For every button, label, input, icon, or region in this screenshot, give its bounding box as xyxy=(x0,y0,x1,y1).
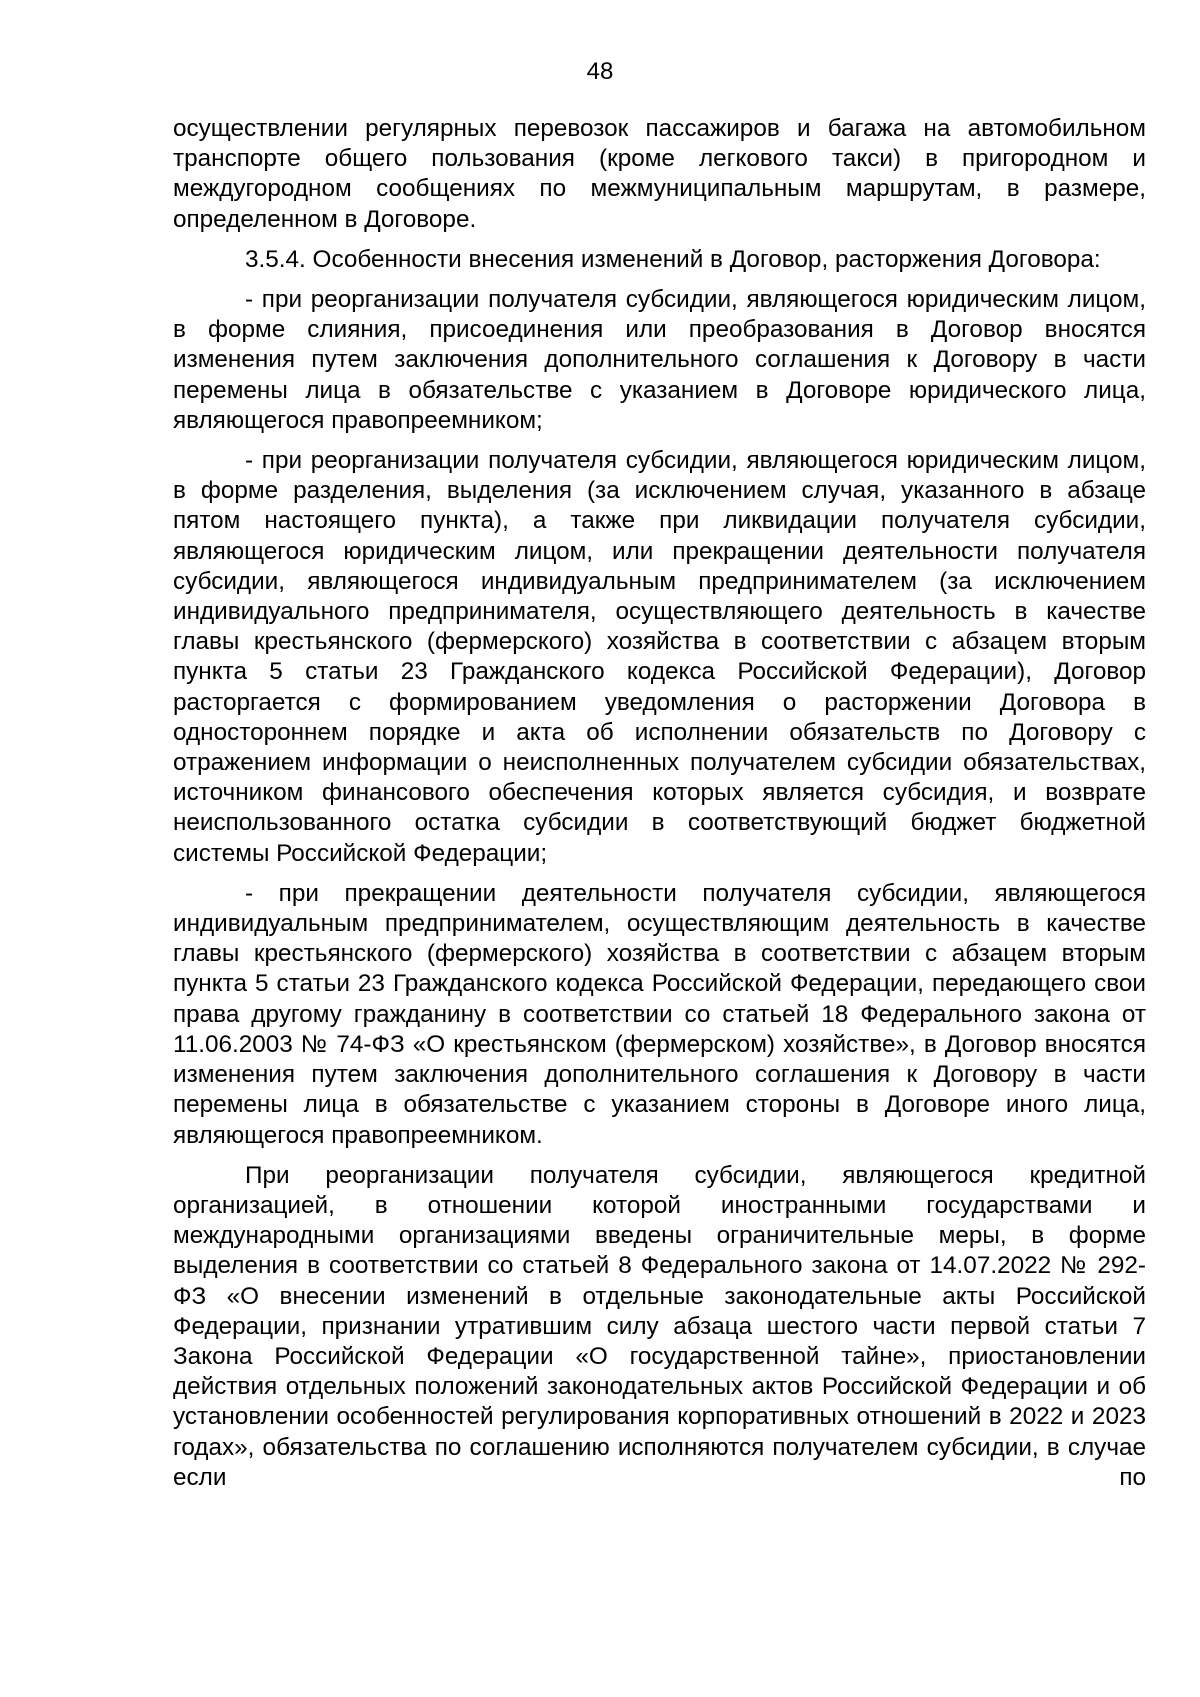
paragraph-farm-termination: - при прекращении деятельности получателя субсидии, являющегося индивидуальным предпринимателем, осуществляющим деятельность в качестве главы крестьянского (фермерского) хозяйства в соответствии с абзацем вторым пункта 5 статьи 23 Гражданского кодекса Российской Федерации, передающего свои права другому гражданину в соответствии со статьей 18 Федерального закона от 11.06.2003 № 74-ФЗ «О крестьянском (фермерском) хозяйстве», в Договор вносятся изменения путем заключения дополнительного соглашения к Договору в части перемены лица в обязательстве с указанием стороны в Договоре иного лица, являющегося правопреемником. xyxy=(173,879,1146,1149)
page-number: 48 xyxy=(586,58,614,85)
paragraph-reorganization-merger: - при реорганизации получателя субсидии, являющегося юридическим лицом, в форме слияния, присоединения или преобразования в Договор вносятся изменения путем заключения дополнительного соглашения к Договору в части перемены лица в обязательстве с указанием в Договоре юридического лица, являющегося правопреемником; xyxy=(173,286,1146,434)
paragraph-credit-organization: При реорганизации получателя субсидии, являющегося кредитной организацией, в отношении которой иностранными государствами и международными организациями введены ограничительные меры, в форме выделения в соответствии со статьей 8 Федерального закона от 14.07.2022 № 292-ФЗ «О внесении изменений в отдельные законодательные акты Российской Федерации, признании утратившим силу абзаца шестого части первой статьи 7 Закона Российской Федерации «О государственной тайне», приостановлении действия отдельных положений законодательных актов Российской Федерации и об установлении особенностей регулирования корпоративных отношений в 2022 и 2023 годах», обязательства по соглашению исполняются получателем субсидии, в случае если по xyxy=(173,1161,1146,1491)
paragraph-reorganization-division: - при реорганизации получателя субсидии, являющегося юридическим лицом, в форме разделения, выделения (за исключением случая, указанного в абзаце пятом настоящего пункта), а также при ликвидации получателя субсидии, являющегося юридическим лицом, или прекращении деятельности получателя субсидии, являющегося индивидуальным предпринимателем (за исключением индивидуального предпринимателя, осуществляющего деятельность в качестве главы крестьянского (фермерского) хозяйства в соответствии с абзацем вторым пункта 5 статьи 23 Гражданского кодекса Российской Федерации), Договор расторгается с формированием уведомления о расторжении Договора в одностороннем порядке и акта об исполнении обязательств по Договору с отражением информации о неисполненных получателем субсидии обязательствах, источником финансового обеспечения которых является субсидия, и возврате неиспользованного остатка субсидии в соответствующий бюджет бюджетной системы Российской Федерации; xyxy=(173,447,1146,867)
paragraph-section-3-5-4: 3.5.4. Особенности внесения изменений в Договор, расторжения Договора: xyxy=(245,245,1101,273)
document-body xyxy=(173,114,1146,1503)
paragraph-continuation: осуществлении регулярных перевозок пассажиров и багажа на автомобильном транспорте общего пользования (кроме легкового такси) в пригородном и междугородном сообщениях по межмуниципальным маршрутам, в размере, определенном в Договоре. xyxy=(173,115,1146,233)
